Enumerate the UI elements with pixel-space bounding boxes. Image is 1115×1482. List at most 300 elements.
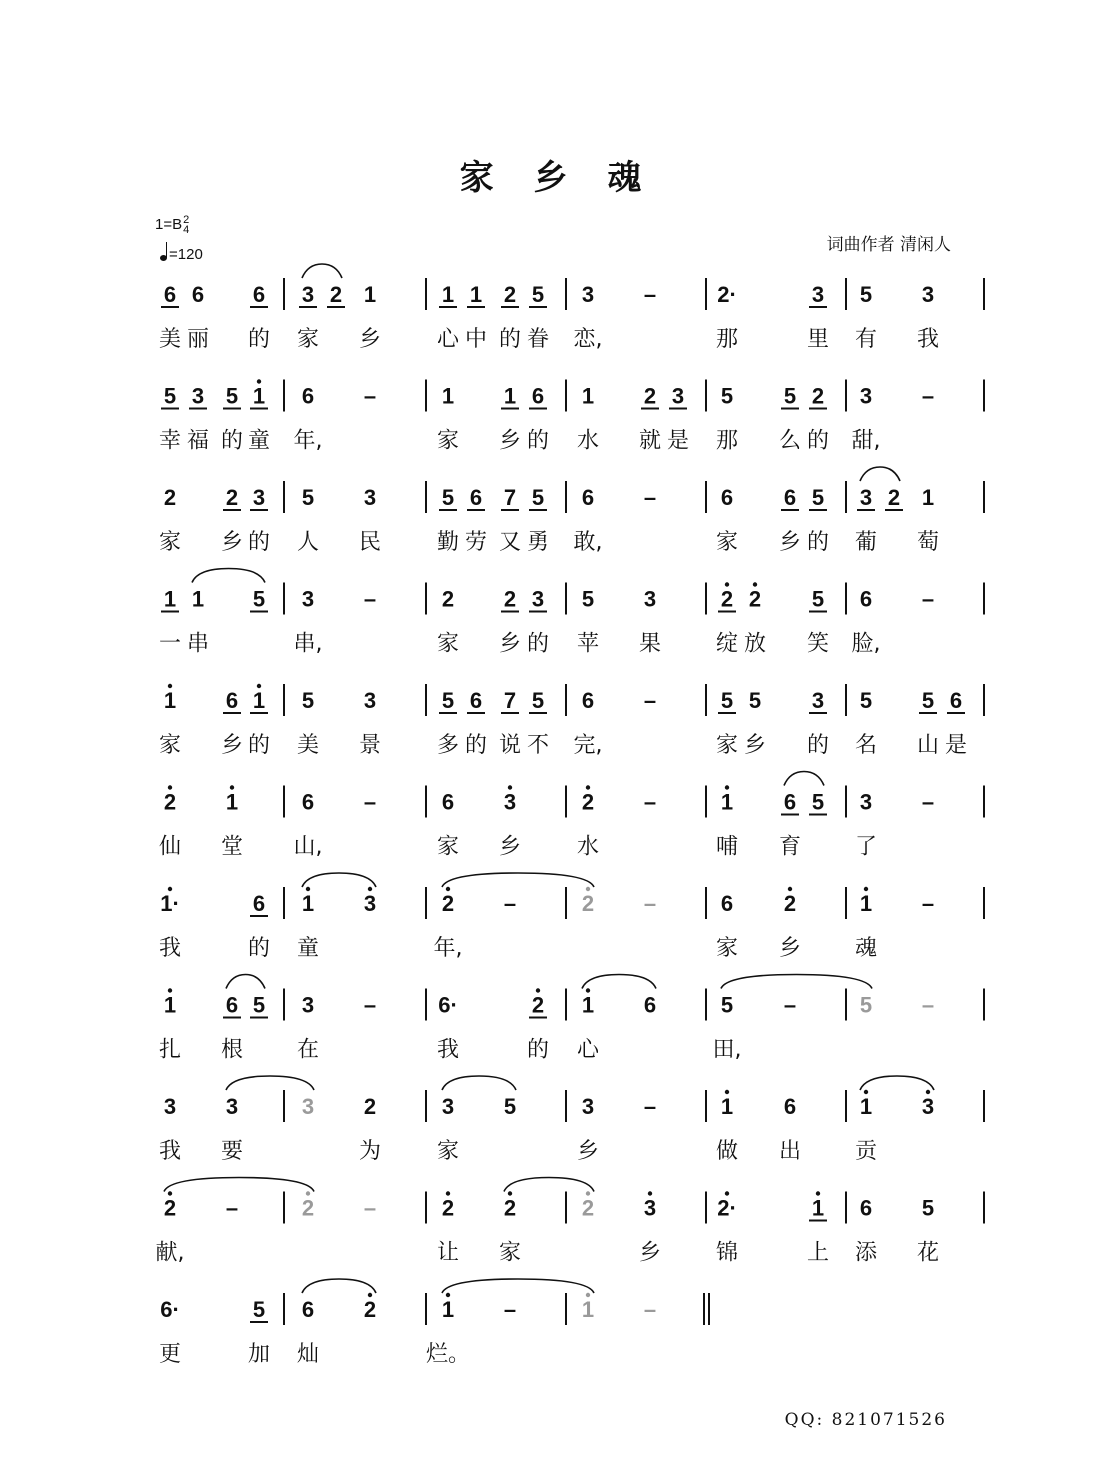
octave-dot [725, 785, 729, 789]
lyric: 乡 [358, 327, 382, 352]
note: 5 [531, 282, 545, 307]
note: 2 [503, 1195, 517, 1221]
note: 3 [671, 383, 685, 409]
lyric: 家 [498, 1240, 522, 1266]
note: 2 [783, 891, 797, 916]
lyric: 年, [293, 428, 323, 454]
lyric: 的 [220, 428, 244, 454]
lyric: 心 [576, 1037, 600, 1063]
tie-slur [302, 873, 376, 887]
note: 2 [581, 789, 595, 815]
lyric: 添 [854, 1240, 878, 1266]
note: 1 [859, 1094, 873, 1119]
note: 6 [191, 282, 205, 307]
lyric: 年, [433, 936, 463, 961]
lyric: 人 [296, 530, 320, 555]
lyric: 烂。 [425, 1342, 471, 1367]
note: 5 [252, 992, 266, 1018]
lyric: 花 [916, 1240, 940, 1266]
note: 3 [581, 282, 595, 307]
note: 1 [581, 1297, 595, 1322]
lyric: 家 [436, 1139, 460, 1164]
note: 7 [503, 485, 517, 510]
note: 3 [643, 1195, 657, 1221]
note: 3 [643, 586, 657, 612]
note: 5 [531, 688, 545, 713]
note: 3 [301, 586, 315, 612]
note: 1 [363, 282, 377, 307]
octave-dot [508, 785, 512, 789]
note: – [643, 891, 657, 916]
note: 6 [301, 1297, 315, 1322]
note: 5 [921, 1195, 935, 1221]
note: – [921, 383, 935, 409]
octave-dot [816, 1191, 820, 1195]
tie-slur [582, 975, 656, 989]
note: 6· [160, 1297, 180, 1322]
note: 1 [811, 1195, 825, 1221]
octave-dot [926, 1090, 930, 1094]
note: 6 [643, 992, 657, 1018]
octave-dot [446, 1293, 450, 1297]
note: – [921, 992, 935, 1018]
octave-dot [368, 887, 372, 891]
note: 1 [301, 891, 315, 916]
note: 2 [720, 586, 734, 612]
lyric: 童 [247, 428, 271, 454]
note: 2· [717, 282, 737, 307]
note: – [643, 1094, 657, 1119]
tie-slur [302, 1279, 376, 1293]
lyric: 扎 [158, 1037, 182, 1063]
lyric: 串, [293, 631, 323, 657]
lyric: 美 [158, 327, 182, 352]
lyric: 景 [358, 733, 382, 758]
note: 5 [301, 688, 315, 713]
lyric: 灿 [296, 1342, 320, 1367]
lyric: 美 [296, 733, 320, 758]
lyric: 家 [715, 530, 739, 555]
note: 2 [748, 586, 762, 612]
lyric: 有 [854, 327, 878, 352]
lyric: 出 [778, 1139, 802, 1164]
note: 6 [301, 789, 315, 815]
note: – [503, 891, 517, 916]
lyric: 就 [638, 428, 662, 454]
lyric: 的 [526, 631, 550, 657]
note: 3 [363, 891, 377, 916]
note: – [225, 1195, 239, 1221]
tempo-label: =120 [169, 246, 203, 263]
octave-dot [230, 785, 234, 789]
lyric: 的 [526, 428, 550, 454]
note: 2 [887, 485, 901, 510]
octave-dot [446, 887, 450, 891]
octave-dot [725, 1191, 729, 1195]
note: 3 [441, 1094, 455, 1119]
note: 5 [811, 586, 825, 612]
octave-dot [368, 1293, 372, 1297]
lyric: 完, [573, 733, 603, 758]
note: 1 [581, 992, 595, 1018]
lyric: 我 [916, 327, 940, 352]
tie-slur [721, 975, 872, 989]
lyric: 说 [498, 733, 522, 758]
note: 6 [301, 383, 315, 409]
lyric: 魂 [854, 936, 878, 961]
tie-slur [504, 1178, 594, 1192]
octave-dot [586, 1191, 590, 1195]
lyric: 幸 [158, 428, 182, 454]
lyric: 家 [158, 733, 182, 758]
note: – [363, 586, 377, 612]
note: 2 [363, 1094, 377, 1119]
note: 3 [921, 282, 935, 307]
note: 2 [441, 586, 455, 612]
tie-slur [226, 975, 265, 989]
lyric: 家 [715, 733, 739, 758]
note: 3 [301, 282, 315, 307]
lyric: 那 [715, 428, 739, 454]
lyric: 名 [854, 733, 878, 758]
lyric: 眷 [526, 327, 550, 352]
note: 5 [720, 992, 734, 1018]
lyric: 锦 [715, 1240, 739, 1266]
tie-slur [442, 873, 594, 887]
octave-dot [788, 887, 792, 891]
note: 1 [441, 383, 455, 409]
note: 6 [531, 383, 545, 409]
note: 1 [163, 586, 177, 612]
lyric: 献, [155, 1240, 185, 1266]
lyric: 是 [944, 733, 968, 758]
lyric: 加 [247, 1342, 271, 1367]
lyric: 笑 [806, 631, 830, 657]
note: 5 [531, 485, 545, 510]
lyric: 的 [247, 936, 271, 961]
contact-qq: QQ: 821071526 [784, 1410, 947, 1430]
lyric: 乡 [638, 1240, 662, 1266]
note: 6 [783, 789, 797, 815]
note: 3 [811, 688, 825, 713]
lyric: 童 [296, 936, 320, 961]
lyric: 家 [715, 936, 739, 961]
lyric: 放 [743, 631, 767, 657]
note: 2 [225, 485, 239, 510]
note: 6 [859, 586, 873, 612]
note: 6 [581, 485, 595, 510]
lyric: 哺 [715, 834, 739, 860]
lyric: 恋, [573, 327, 603, 352]
note: 3 [301, 1094, 315, 1119]
note: 3 [811, 282, 825, 307]
note: 3 [191, 383, 205, 409]
note: 3 [163, 1094, 177, 1119]
octave-dot [168, 887, 172, 891]
lyric: 山 [916, 733, 940, 758]
lyric: 要 [220, 1139, 244, 1164]
tie-slur [442, 1279, 594, 1293]
tie-slur [860, 1076, 934, 1090]
note: – [363, 789, 377, 815]
note: 1 [720, 1094, 734, 1119]
note: 2 [503, 282, 517, 307]
note: 1 [163, 688, 177, 713]
tie-slur [226, 1076, 314, 1090]
note: 3 [581, 1094, 595, 1119]
lyric: 水 [576, 428, 600, 454]
octave-dot [168, 684, 172, 688]
note: 1 [581, 383, 595, 409]
lyric: 乡 [220, 733, 244, 758]
note: 2 [503, 586, 517, 612]
lyric: 中 [464, 327, 488, 352]
note: 3 [531, 586, 545, 612]
lyric: 更 [158, 1342, 182, 1367]
note: 6 [252, 891, 266, 916]
note: 6 [720, 891, 734, 916]
note: 3 [301, 992, 315, 1018]
lyric: 乡 [498, 834, 522, 860]
note: 5 [225, 383, 239, 409]
lyric: 家 [296, 327, 320, 352]
note: 2 [163, 1195, 177, 1221]
note: 5 [252, 586, 266, 612]
note: 5 [301, 485, 315, 510]
lyric: 为 [358, 1139, 382, 1164]
tie-slur [302, 264, 342, 278]
tie-slur [442, 1076, 516, 1090]
lyric: 一 [158, 631, 182, 657]
note: 3 [225, 1094, 239, 1119]
note: 2 [301, 1195, 315, 1221]
note: 3 [363, 688, 377, 713]
note: 5 [811, 789, 825, 815]
note: – [643, 1297, 657, 1322]
lyric: 福 [186, 428, 210, 454]
lyric: 在 [296, 1037, 320, 1063]
note: 5 [859, 282, 873, 307]
lyric: 仙 [158, 834, 182, 860]
note: 6 [163, 282, 177, 307]
octave-dot [257, 379, 261, 383]
note: – [921, 891, 935, 916]
lyric: 的 [526, 1037, 550, 1063]
octave-dot [586, 1293, 590, 1297]
lyric: 我 [158, 1139, 182, 1164]
lyric: 葡 [854, 530, 878, 555]
lyric: 上 [806, 1240, 830, 1266]
note: – [643, 688, 657, 713]
lyric: 乡 [778, 936, 802, 961]
octave-dot [536, 988, 540, 992]
tie-slur [784, 772, 824, 786]
lyric: 勇 [526, 530, 550, 555]
note: – [643, 789, 657, 815]
note: 1 [252, 688, 266, 713]
note: 5 [859, 688, 873, 713]
note: 6 [720, 485, 734, 510]
note: 3 [859, 789, 873, 815]
note: 2 [441, 891, 455, 916]
page-title: 家 乡 魂 [459, 158, 656, 198]
note: 2 [163, 789, 177, 815]
lyric: 果 [638, 631, 662, 657]
lyric: 苹 [576, 631, 600, 657]
note: 1 [859, 891, 873, 916]
note: – [643, 485, 657, 510]
tie-slur [860, 467, 900, 481]
note: 6 [949, 688, 963, 713]
note: 6· [438, 992, 458, 1018]
lyric: 里 [806, 327, 830, 352]
note: – [503, 1297, 517, 1322]
octave-dot [446, 1191, 450, 1195]
octave-dot [725, 582, 729, 586]
note: 3 [252, 485, 266, 510]
note: 6 [783, 485, 797, 510]
octave-dot [864, 1090, 868, 1094]
note: 1 [441, 1297, 455, 1322]
lyric: 又 [498, 530, 522, 555]
note: 6 [225, 688, 239, 713]
note: 5 [163, 383, 177, 409]
note: 6 [469, 688, 483, 713]
octave-dot [648, 1191, 652, 1195]
lyric: 山, [293, 834, 323, 860]
note: 1· [160, 891, 180, 916]
note: 6 [441, 789, 455, 815]
note: 2 [581, 1195, 595, 1221]
octave-dot [306, 887, 310, 891]
note: 1 [441, 282, 455, 307]
lyric: 多 [436, 733, 460, 758]
note: 6 [859, 1195, 873, 1221]
lyric: 民 [358, 530, 382, 555]
note: 6 [469, 485, 483, 510]
lyric: 家 [436, 428, 460, 454]
note: 2· [717, 1195, 737, 1221]
lyric: 做 [715, 1139, 739, 1164]
octave-dot [753, 582, 757, 586]
octave-dot [586, 887, 590, 891]
note: 5 [720, 383, 734, 409]
tie-slur [164, 1178, 314, 1192]
lyric: 乡 [220, 530, 244, 555]
lyric: 乡 [576, 1139, 600, 1164]
note: 2 [531, 992, 545, 1018]
lyric: 乡 [778, 530, 802, 555]
note: 3 [363, 485, 377, 510]
note: – [363, 1195, 377, 1221]
lyric: 的 [806, 733, 830, 758]
note: 2 [811, 383, 825, 409]
octave-dot [168, 1191, 172, 1195]
lyric: 的 [247, 733, 271, 758]
note: 1 [191, 586, 205, 612]
note: 2 [163, 485, 177, 510]
note: 1 [252, 383, 266, 409]
lyric: 的 [498, 327, 522, 352]
lyric: 水 [576, 834, 600, 860]
note: – [363, 992, 377, 1018]
lyric: 串 [186, 631, 210, 657]
octave-dot [586, 988, 590, 992]
lyric: 的 [806, 428, 830, 454]
note: 5 [859, 992, 873, 1018]
lyric: 甜, [851, 428, 881, 454]
lyric: 家 [158, 530, 182, 555]
note: 3 [859, 485, 873, 510]
note: 5 [581, 586, 595, 612]
note: 5 [748, 688, 762, 713]
note: 5 [811, 485, 825, 510]
note: 1 [163, 992, 177, 1018]
octave-dot [257, 684, 261, 688]
lyric: 家 [436, 834, 460, 860]
note: – [643, 282, 657, 307]
time-denominator: 4 [183, 224, 190, 236]
note: 3 [503, 789, 517, 815]
composer-credit: 词曲作者 清闲人 [826, 235, 951, 255]
note: 7 [503, 688, 517, 713]
note: 5 [252, 1297, 266, 1322]
octave-dot [306, 1191, 310, 1195]
note: 3 [859, 383, 873, 409]
note: 1 [921, 485, 935, 510]
tie-slur [192, 569, 265, 583]
note: 5 [720, 688, 734, 713]
note: 5 [921, 688, 935, 713]
lyric: 绽 [715, 631, 739, 657]
note: 3 [921, 1094, 935, 1119]
octave-dot [725, 1090, 729, 1094]
lyric: 贡 [854, 1139, 878, 1164]
note: 5 [783, 383, 797, 409]
note: – [363, 383, 377, 409]
lyric: 不 [526, 733, 550, 758]
lyric: 我 [158, 936, 182, 961]
octave-dot [508, 1191, 512, 1195]
lyric: 勤 [436, 530, 460, 555]
note: – [921, 789, 935, 815]
note: 1 [503, 383, 517, 409]
note: – [783, 992, 797, 1018]
lyric: 育 [778, 834, 802, 860]
note: 2 [363, 1297, 377, 1322]
lyric: 乡 [743, 733, 767, 758]
note: – [921, 586, 935, 612]
note: 1 [469, 282, 483, 307]
note: 5 [441, 485, 455, 510]
key-label: 1=B [155, 215, 183, 233]
note: 2 [441, 1195, 455, 1221]
octave-dot [168, 785, 172, 789]
lyric: 么 [778, 428, 802, 454]
lyric: 那 [715, 327, 739, 352]
octave-dot [864, 887, 868, 891]
note: 1 [720, 789, 734, 815]
lyric: 根 [220, 1037, 244, 1063]
note: 6 [783, 1094, 797, 1119]
lyric: 的 [247, 530, 271, 555]
lyric: 的 [464, 733, 488, 758]
note: 1 [225, 789, 239, 815]
octave-dot [168, 988, 172, 992]
note: 5 [441, 688, 455, 713]
note: 2 [643, 383, 657, 409]
lyric: 心 [436, 327, 460, 352]
